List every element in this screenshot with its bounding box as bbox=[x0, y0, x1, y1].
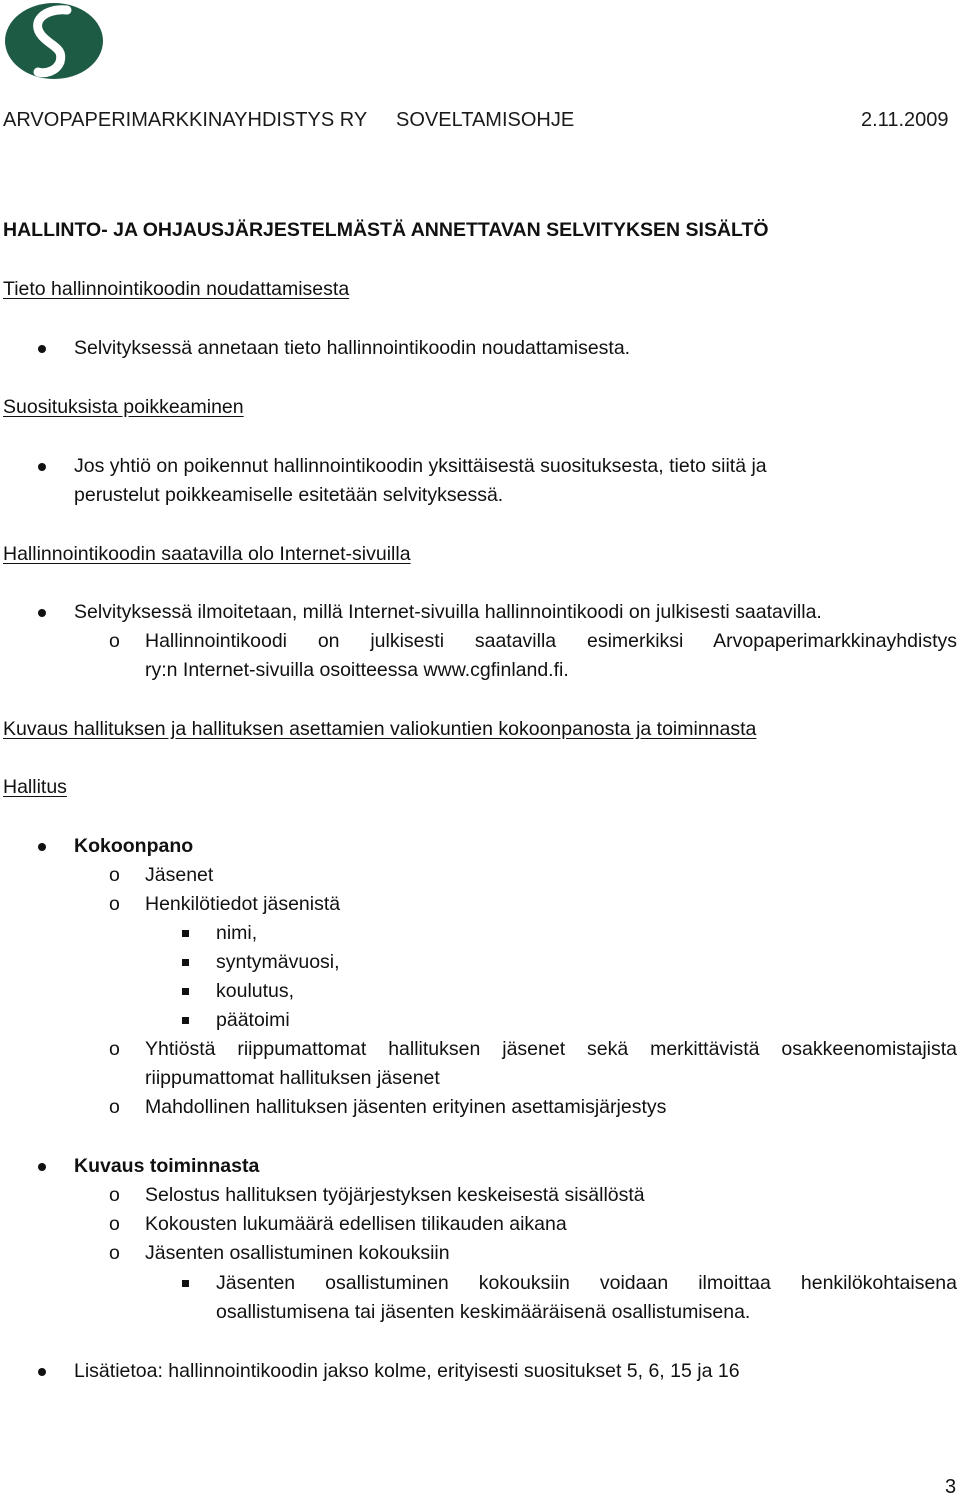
sub-sub-list-item: syntymävuosi, bbox=[216, 951, 340, 973]
sub-sub-list-item: päätoimi bbox=[216, 1009, 290, 1031]
bullet-icon bbox=[38, 1163, 46, 1171]
circle-bullet-icon: o bbox=[109, 1184, 120, 1206]
square-bullet-icon bbox=[182, 930, 189, 937]
circle-bullet-icon: o bbox=[109, 864, 120, 886]
list-item-line: perustelut poikkeamiselle esitetään selvityksessä. bbox=[74, 484, 504, 506]
circle-bullet-icon: o bbox=[109, 1038, 120, 1060]
page-title: HALLINTO- JA OHJAUSJÄRJESTELMÄSTÄ ANNETTAVAN SELVITYKSEN SISÄLTÖ bbox=[3, 219, 769, 241]
bullet-icon bbox=[38, 463, 46, 471]
section-heading-hallitus-kuvaus: Kuvaus hallituksen ja hallituksen asettamien valiokuntien kokoonpanosta ja toiminnasta bbox=[3, 718, 757, 740]
sub-list-item: Selostus hallituksen työjärjestyksen keskeisestä sisällöstä bbox=[145, 1184, 645, 1206]
circle-bullet-icon: o bbox=[109, 1213, 120, 1235]
sub-list-item-line: ry:n Internet-sivuilla osoitteessa www.cgfinland.fi. bbox=[145, 659, 569, 681]
list-item: Selvityksessä ilmoitetaan, millä Internet-sivuilla hallinnointikoodi on julkisesti saatavilla. bbox=[74, 601, 822, 623]
sub-list-item: Kokousten lukumäärä edellisen tilikauden aikana bbox=[145, 1213, 567, 1235]
section-heading-saatavilla: Hallinnointikoodin saatavilla olo Internet-sivuilla bbox=[3, 543, 411, 565]
sub-sub-list-item: koulutus, bbox=[216, 980, 295, 1002]
header-date: 2.11.2009 bbox=[861, 109, 949, 131]
s-logo-icon bbox=[4, 2, 104, 80]
subheading-hallitus: Hallitus bbox=[3, 776, 67, 798]
list-item-kokoonpano: Kokoonpano bbox=[74, 835, 194, 857]
square-bullet-icon bbox=[182, 959, 189, 966]
bullet-icon bbox=[38, 1368, 46, 1376]
page-number: 3 bbox=[945, 1476, 957, 1498]
bullet-icon bbox=[38, 345, 46, 353]
sub-list-item: Henkilötiedot jäsenistä bbox=[145, 893, 341, 915]
sub-list-item-line: Yhtiöstä riippumattomat hallituksen jäsenet sekä merkittävistä osakkeenomistajista bbox=[145, 1038, 957, 1060]
sub-list-item-line: riippumattomat hallituksen jäsenet bbox=[145, 1067, 440, 1089]
sub-sub-list-item: nimi, bbox=[216, 922, 258, 944]
sub-sub-list-item-line: osallistumisena tai jäsenten keskimääräisenä osallistumisena. bbox=[216, 1301, 751, 1323]
sub-list-item: Mahdollinen hallituksen jäsenten erityinen asettamisjärjestys bbox=[145, 1096, 667, 1118]
sub-sub-list-item-line: Jäsenten osallistuminen kokouksiin voidaan ilmoittaa henkilökohtaisena bbox=[216, 1272, 957, 1294]
bullet-icon bbox=[38, 843, 46, 851]
circle-bullet-icon: o bbox=[109, 893, 120, 915]
sub-list-item: Jäsenten osallistuminen kokouksiin bbox=[145, 1242, 450, 1264]
header-org: ARVOPAPERIMARKKINAYHDISTYS RY bbox=[3, 109, 368, 131]
header-doc-type: SOVELTAMISOHJE bbox=[396, 109, 575, 131]
square-bullet-icon bbox=[182, 988, 189, 995]
list-item-line: Jos yhtiö on poikennut hallinnointikoodin yksittäisestä suosituksesta, tieto siitä ja bbox=[74, 455, 767, 477]
list-item-lisatietoa: Lisätietoa: hallinnointikoodin jakso kolme, erityisesti suositukset 5, 6, 15 ja 16 bbox=[74, 1360, 740, 1382]
sub-list-item-line: Hallinnointikoodi on julkisesti saatavilla esimerkiksi Arvopaperimarkkinayhdistys bbox=[145, 630, 957, 652]
section-heading-noudattaminen: Tieto hallinnointikoodin noudattamisesta bbox=[3, 278, 350, 300]
section-heading-poikkeaminen: Suosituksista poikkeaminen bbox=[3, 396, 244, 418]
square-bullet-icon bbox=[182, 1017, 189, 1024]
circle-bullet-icon: o bbox=[109, 1096, 120, 1118]
list-item-toiminta: Kuvaus toiminnasta bbox=[74, 1155, 260, 1177]
circle-bullet-icon: o bbox=[109, 1242, 120, 1264]
square-bullet-icon bbox=[182, 1280, 189, 1287]
sub-list-item: Jäsenet bbox=[145, 864, 214, 886]
bullet-icon bbox=[38, 609, 46, 617]
list-item: Selvityksessä annetaan tieto hallinnointikoodin noudattamisesta. bbox=[74, 337, 631, 359]
circle-bullet-icon: o bbox=[109, 630, 120, 652]
